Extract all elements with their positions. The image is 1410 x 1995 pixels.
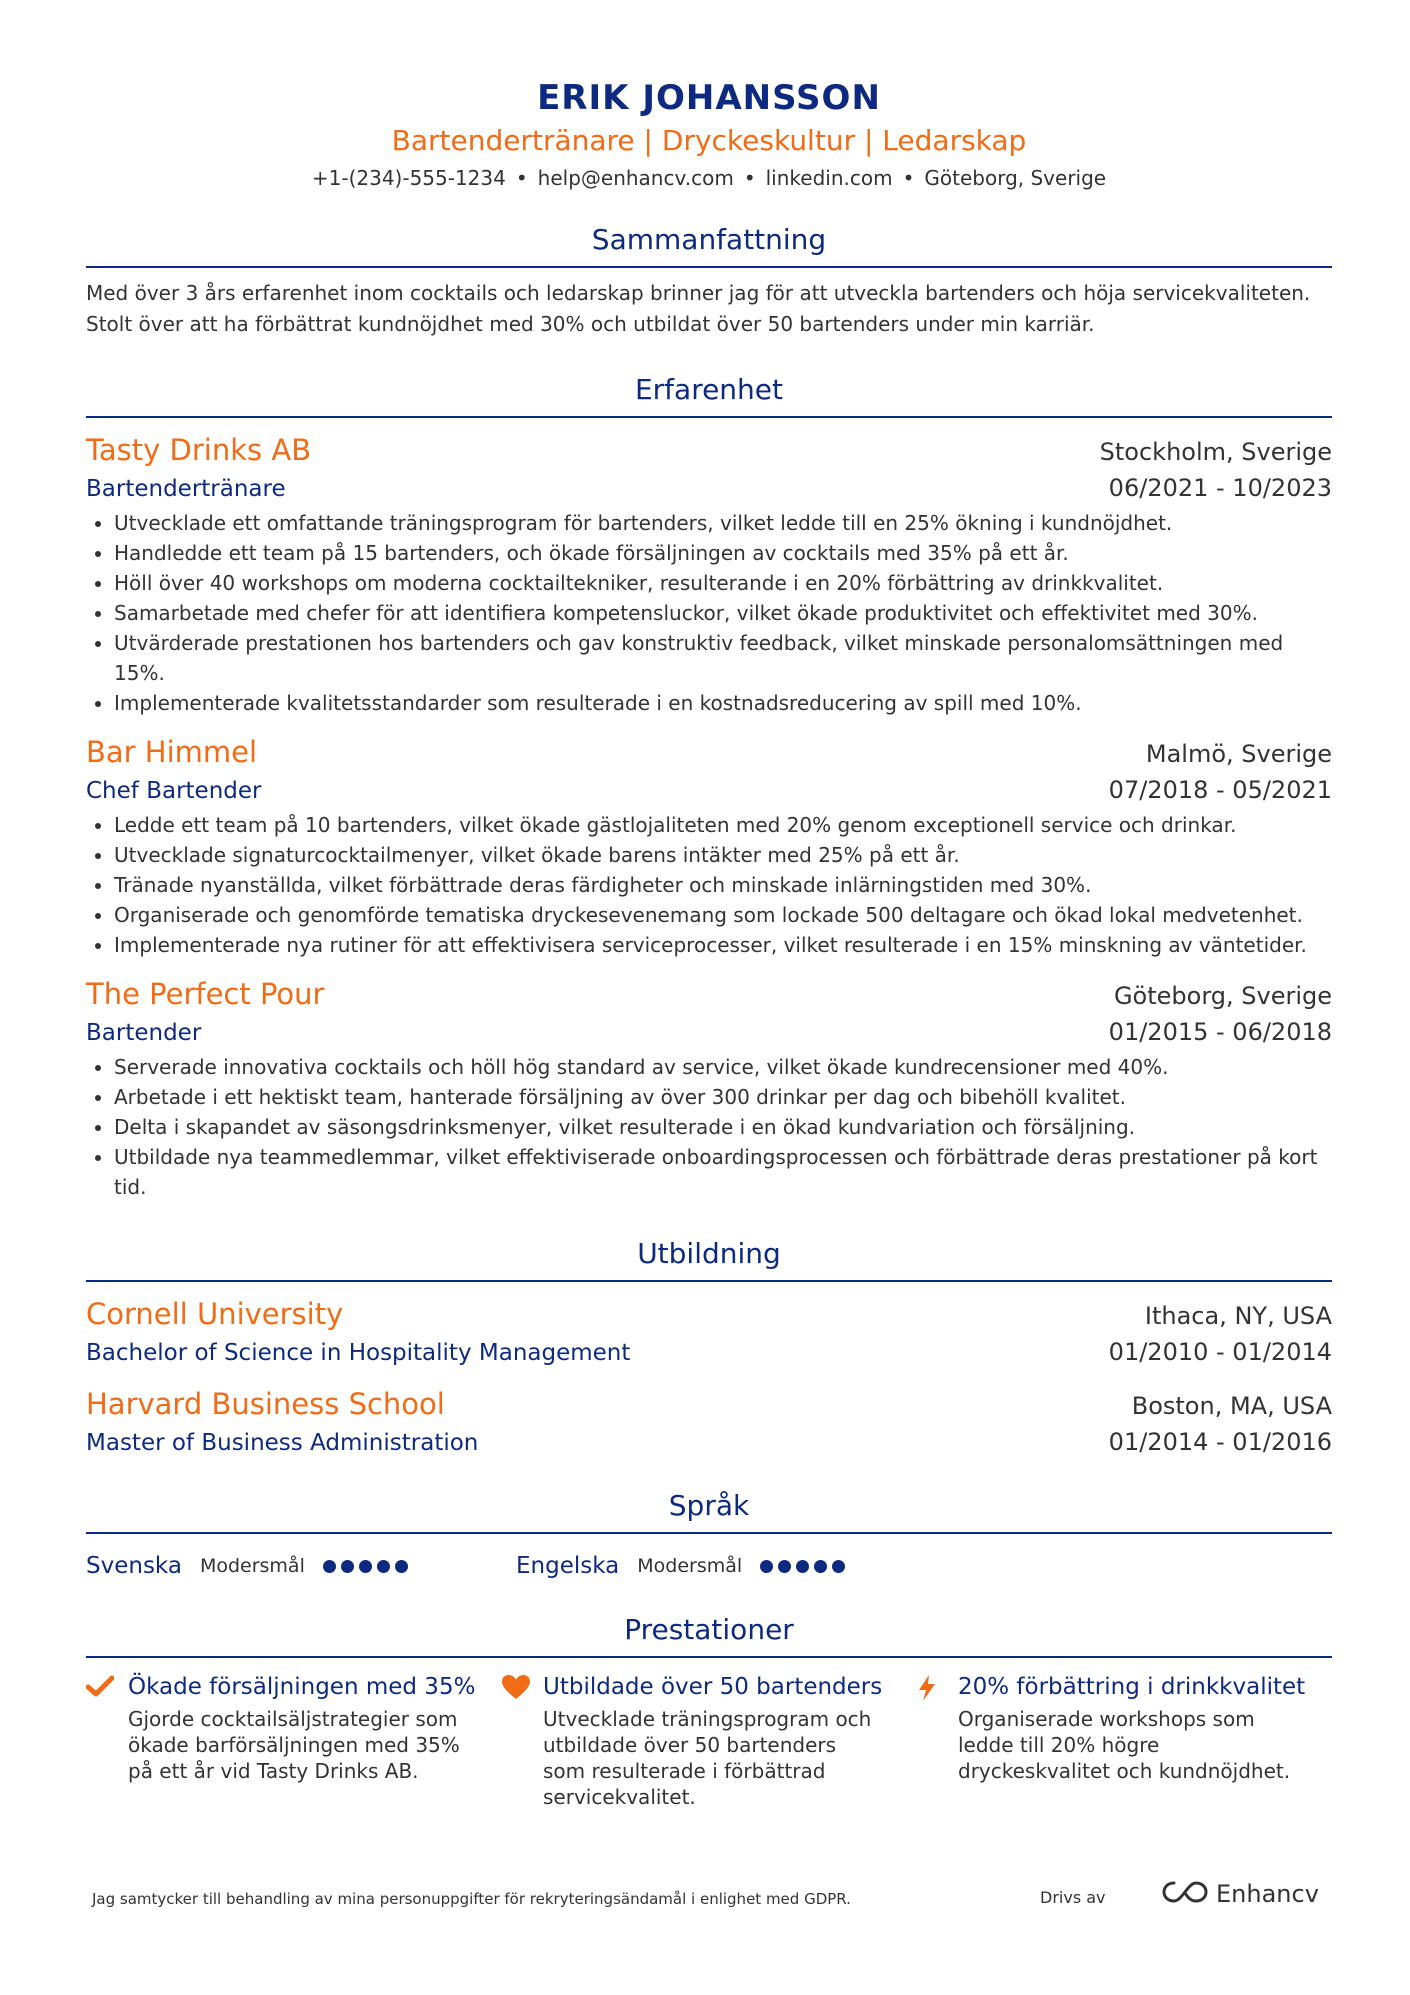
bullet-item: • Tränade nyanställda, vilket förbättrade deras färdigheter och minskade inlärningstiden med 30%.: [114, 870, 1332, 900]
section-title: Erfarenhet: [634, 373, 784, 406]
bullet-item: • Ledde ett team på 10 bartenders, vilket ökade gästlojaliteten med 20% genom exceptionell service och drinkar.: [114, 810, 1332, 840]
rating-dot: [778, 1560, 791, 1573]
experience-entry: [86, 974, 1332, 1202]
language-level: Modersmål: [199, 1555, 305, 1577]
phone: +1-(234)-555-1234: [311, 166, 506, 190]
education-entry: [86, 1294, 1332, 1370]
rating-dot: [760, 1560, 773, 1573]
achievement-title: Utbildade över 50 bartenders: [543, 1674, 883, 1700]
rating-dot: [395, 1560, 408, 1573]
bullet-item: • Samarbetade med chefer för att identifiera kompetensluckor, vilket ökade produktivitet och effektivitet med 30%.: [114, 598, 1332, 628]
candidate-name: ERIK JOHANSSON: [537, 78, 881, 118]
linkedin: linkedin.com: [765, 166, 893, 190]
summary-text: Med över 3 års erfarenhet inom cocktails och ledarskap brinner jag för att utveckla bartenders och höja servicekvaliteten. Stolt över att ha förbättrat kundnöjdhet med 30% och utbildat över 50 bartenders under min karriär.: [86, 281, 1311, 336]
education-entry: [86, 1384, 1332, 1460]
gdpr-consent: Jag samtycker till behandling av mina personuppgifter för rekryteringsändamål i enlighet med GDPR.: [92, 1890, 851, 1908]
job-location: Stockholm, Sverige: [1099, 438, 1332, 466]
job-location: Göteborg, Sverige: [1113, 982, 1332, 1010]
bullet-item: • Arbetade i ett hektiskt team, hanterade försäljning av över 300 drinkar per dag och bibehöll kvalitet.: [114, 1082, 1332, 1112]
email: help@enhancv.com: [537, 166, 734, 190]
location: Göteborg, Sverige: [924, 166, 1107, 190]
language-name: Engelska: [516, 1553, 620, 1579]
brand-logo[interactable]: [1162, 1880, 1319, 1908]
bullet-item: • Organiserade och genomförde tematiska dryckesevenemang som lockade 500 deltagare och ökad lokal medvetenhet.: [114, 900, 1332, 930]
footer: [92, 1880, 1332, 1920]
job-dates: 06/2021 - 10/2023: [1108, 474, 1332, 502]
job-title: Bartendertränare: [86, 476, 286, 502]
rating-dot: [341, 1560, 354, 1573]
job-dates: 01/2015 - 06/2018: [1108, 1018, 1332, 1046]
job-title: Bartender: [86, 1020, 202, 1046]
bullet-item: • Serverade innovativa cocktails och höll hög standard av service, vilket ökade kundrecensioner med 40%.: [114, 1052, 1332, 1082]
language-item: [86, 1553, 516, 1579]
heart-icon: [501, 1670, 543, 1810]
education-dates: 01/2014 - 01/2016: [1108, 1428, 1332, 1456]
rating-dot: [814, 1560, 827, 1573]
experience-entry: [86, 430, 1332, 718]
achievement-description: Gjorde cocktailsäljstrategier som ökade barförsäljningen med 35% på ett år vid Tasty Drinks AB.: [128, 1707, 460, 1783]
achievement-item: [86, 1670, 501, 1810]
powered-by-label: Drivs av: [1040, 1888, 1106, 1907]
language-level: Modersmål: [637, 1555, 743, 1577]
language-name: Svenska: [86, 1553, 182, 1579]
company-name: The Perfect Pour: [86, 977, 325, 1011]
bullet-item: • Implementerade nya rutiner för att effektivisera serviceprocesser, vilket resulterade i en 15% minskning av väntetider.: [114, 930, 1332, 960]
separator-dot: •: [902, 166, 915, 190]
bullet-item: • Utvärderade prestationen hos bartenders och gav konstruktiv feedback, vilket minskade personalomsättningen med 15%.: [114, 628, 1332, 688]
section-title: Prestationer: [624, 1613, 794, 1646]
job-title: Chef Bartender: [86, 778, 262, 804]
job-bullets: [86, 810, 1332, 960]
header: [86, 76, 1332, 192]
language-list: [86, 1546, 1332, 1586]
section-divider: [86, 1532, 1332, 1534]
check-icon: [86, 1670, 128, 1810]
brand-name: Enhancv: [1216, 1880, 1319, 1908]
company-name: Bar Himmel: [86, 735, 258, 769]
job-dates: 07/2018 - 05/2021: [1108, 776, 1332, 804]
job-bullets: [86, 1052, 1332, 1202]
languages-section: [86, 1486, 1332, 1586]
separator-dot: •: [515, 166, 528, 190]
achievement-description: Organiserade workshops som ledde till 20% högre dryckeskvalitet och kundnöjdhet.: [958, 1707, 1291, 1783]
language-rating: [323, 1560, 408, 1573]
bullet-item: • Utvecklade ett omfattande träningsprogram för bartenders, vilket ledde till en 25% ökning i kundnöjdhet.: [114, 508, 1332, 538]
bullet-item: • Utvecklade signaturcocktailmenyer, vilket ökade barens intäkter med 25% på ett år.: [114, 840, 1332, 870]
school-location: Boston, MA, USA: [1131, 1392, 1332, 1420]
achievement-description: Utvecklade träningsprogram och utbildade över 50 bartenders som resulterade i förbättrad servicekvalitet.: [543, 1707, 872, 1809]
rating-dot: [796, 1560, 809, 1573]
achievement-item: [916, 1670, 1331, 1810]
headline: Bartendertränare | Dryckeskultur | Ledarskap: [391, 124, 1027, 157]
education-section: [86, 1234, 1332, 1460]
experience-entry: [86, 732, 1332, 960]
language-item: [516, 1553, 946, 1579]
degree: Bachelor of Science in Hospitality Management: [86, 1340, 631, 1366]
bullet-item: • Höll över 40 workshops om moderna cocktailtekniker, resulterande i en 20% förbättring av drinkkvalitet.: [114, 568, 1332, 598]
achievement-title: 20% förbättring i drinkkvalitet: [958, 1674, 1306, 1700]
rating-dot: [359, 1560, 372, 1573]
rating-dot: [323, 1560, 336, 1573]
school-name: Cornell University: [86, 1297, 344, 1331]
section-divider: [86, 266, 1332, 268]
achievement-list: [86, 1670, 1332, 1810]
achievements-section: [86, 1610, 1332, 1810]
section-title: Sammanfattning: [591, 223, 827, 256]
rating-dot: [832, 1560, 845, 1573]
section-title: Utbildning: [637, 1237, 781, 1270]
enhancv-logo-icon: [1162, 1880, 1208, 1908]
education-dates: 01/2010 - 01/2014: [1108, 1338, 1332, 1366]
summary-section: [86, 220, 1332, 340]
company-name: Tasty Drinks AB: [86, 433, 312, 467]
bullet-item: • Handledde ett team på 15 bartenders, och ökade försäljningen av cocktails med 35% på ett år.: [114, 538, 1332, 568]
section-divider: [86, 1656, 1332, 1658]
job-bullets: [86, 508, 1332, 718]
experience-section: [86, 370, 1332, 1202]
separator-dot: •: [743, 166, 756, 190]
achievement-item: [501, 1670, 916, 1810]
bullet-item: • Implementerade kvalitetsstandarder som resulterade i en kostnadsreducering av spill med 10%.: [114, 688, 1332, 718]
section-divider: [86, 1280, 1332, 1282]
bullet-item: • Utbildade nya teammedlemmar, vilket effektiviserade onboardingsprocessen och förbättrade deras prestationer på kort tid.: [114, 1142, 1332, 1202]
school-name: Harvard Business School: [86, 1387, 445, 1421]
school-location: Ithaca, NY, USA: [1144, 1302, 1332, 1330]
lightning-icon: [916, 1670, 958, 1810]
section-title: Språk: [668, 1489, 750, 1522]
section-divider: [86, 416, 1332, 418]
achievement-title: Ökade försäljningen med 35%: [128, 1674, 476, 1700]
job-location: Malmö, Sverige: [1145, 740, 1332, 768]
rating-dot: [377, 1560, 390, 1573]
contact-line: [86, 164, 1332, 192]
language-rating: [760, 1560, 845, 1573]
bullet-item: • Delta i skapandet av säsongsdrinksmenyer, vilket resulterade i en ökad kundvariation och försäljning.: [114, 1112, 1332, 1142]
resume-content: [86, 76, 1332, 1810]
degree: Master of Business Administration: [86, 1430, 479, 1456]
